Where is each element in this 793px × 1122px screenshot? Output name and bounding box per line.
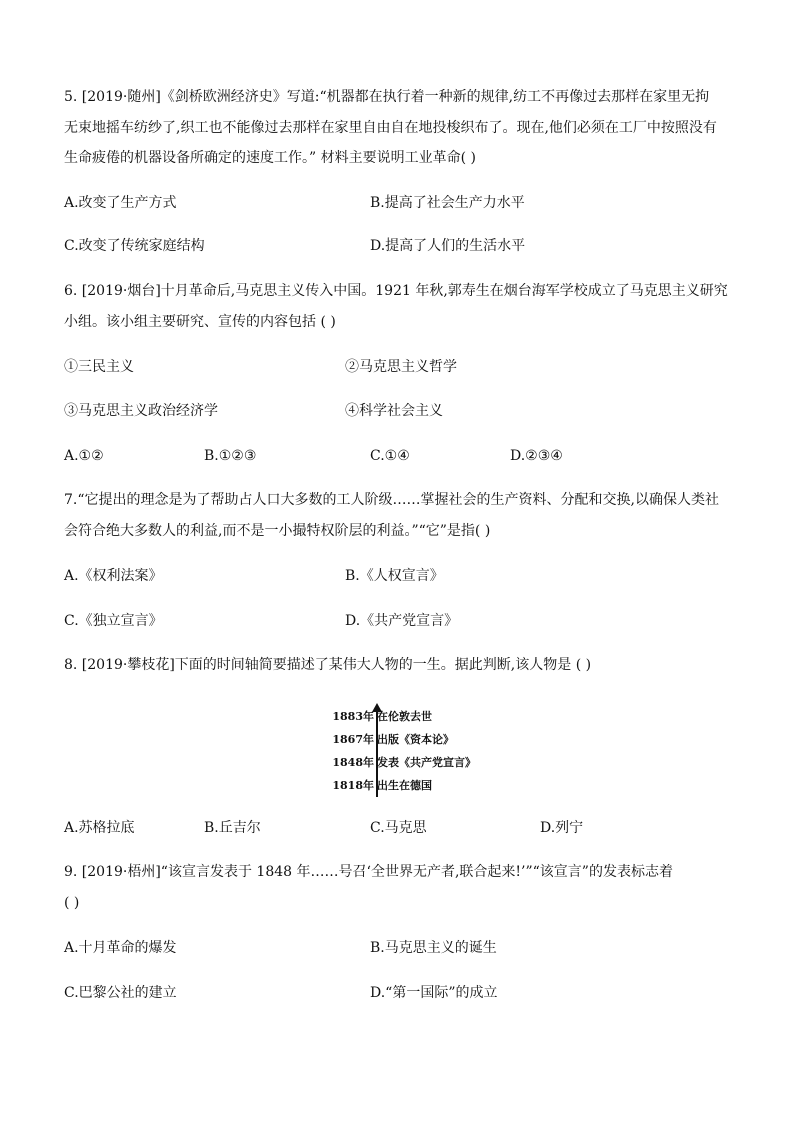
timeline-event: 在伦敦去世 xyxy=(377,710,432,723)
q9-option-b[interactable]: B.马克思主义的诞生 xyxy=(370,940,497,956)
q5-line-1: 5. [2019·随州]《剑桥欧洲经济史》写道:“机器都在执行着一种新的规律,纺工不再像过去那样在家里无拘 xyxy=(64,89,710,105)
q6-option-c[interactable]: C.①④ xyxy=(370,448,410,464)
timeline-year: 1883年 xyxy=(332,710,374,723)
q6-option-d[interactable]: D.②③④ xyxy=(510,448,563,464)
q9-option-a[interactable]: A.十月革命的爆发 xyxy=(64,940,177,956)
q8-option-b[interactable]: B.丘吉尔 xyxy=(204,820,261,836)
q7-option-b[interactable]: B.《人权宣言》 xyxy=(345,568,444,584)
q7-option-d[interactable]: D.《共产党宣言》 xyxy=(345,613,459,629)
timeline-year: 1818年 xyxy=(332,779,374,792)
q6-item-4: ④科学社会主义 xyxy=(345,403,443,419)
timeline-year: 1867年 xyxy=(332,733,374,746)
timeline-event: 发表《共产党宣言》 xyxy=(377,756,476,769)
q5-line-2: 无束地摇车纺纱了,织工也不能像过去那样在家里自由自在地投梭织布了。现在,他们必须在工厂中按照没有 xyxy=(64,120,717,136)
q6-item-2: ②马克思主义哲学 xyxy=(345,359,457,375)
q7-line-2: 会符合绝大多数人的利益,而不是一小撮特权阶层的利益。”“它”是指( ) xyxy=(64,523,491,539)
timeline-event: 出生在德国 xyxy=(377,779,432,792)
timeline-event: 出版《资本论》 xyxy=(377,733,454,746)
q8-option-a[interactable]: A.苏格拉底 xyxy=(64,820,135,836)
q7-line-1: 7.“它提出的理念是为了帮助占人口大多数的工人阶级……掌握社会的生产资料、分配和交换,以确保人类社 xyxy=(64,492,719,508)
q6-item-1: ①三民主义 xyxy=(64,359,134,375)
q6-option-a[interactable]: A.①② xyxy=(64,448,104,464)
q7-option-a[interactable]: A.《权利法案》 xyxy=(64,568,163,584)
q5-option-c[interactable]: C.改变了传统家庭结构 xyxy=(64,238,205,254)
q9-option-d[interactable]: D.“第一国际”的成立 xyxy=(370,985,498,1001)
q9-option-c[interactable]: C.巴黎公社的建立 xyxy=(64,985,177,1001)
q5-option-d[interactable]: D.提高了人们的生活水平 xyxy=(370,238,526,254)
life-timeline xyxy=(312,703,512,798)
timeline-year: 1848年 xyxy=(332,756,374,769)
q8-option-c[interactable]: C.马克思 xyxy=(370,820,427,836)
q8-option-d[interactable]: D.列宁 xyxy=(540,820,584,836)
q6-option-b[interactable]: B.①②③ xyxy=(204,448,257,464)
q9-line-1: 9. [2019·梧州]“该宣言发表于 1848 年……号召‘全世界无产者,联合起来!’”“该宣言”的发表标志着 xyxy=(64,864,673,880)
q5-option-a[interactable]: A.改变了生产方式 xyxy=(64,195,177,211)
q6-item-3: ③马克思主义政治经济学 xyxy=(64,403,218,419)
q6-line-2: 小组。该小组主要研究、宣传的内容包括 ( ) xyxy=(64,314,336,330)
q7-option-c[interactable]: C.《独立宣言》 xyxy=(64,613,163,629)
q5-option-b[interactable]: B.提高了社会生产力水平 xyxy=(370,195,525,211)
q9-line-2: ( ) xyxy=(64,895,80,911)
q6-line-1: 6. [2019·烟台]十月革命后,马克思主义传入中国。1921 年秋,郭寿生在烟台海军学校成立了马克思主义研究 xyxy=(64,283,728,299)
q8-line-1: 8. [2019·攀枝花]下面的时间轴简要描述了某伟大人物的一生。据此判断,该人物是 ( ) xyxy=(64,657,592,673)
q5-line-3: 生命疲倦的机器设备所确定的速度工作。” 材料主要说明工业革命( ) xyxy=(64,150,476,166)
